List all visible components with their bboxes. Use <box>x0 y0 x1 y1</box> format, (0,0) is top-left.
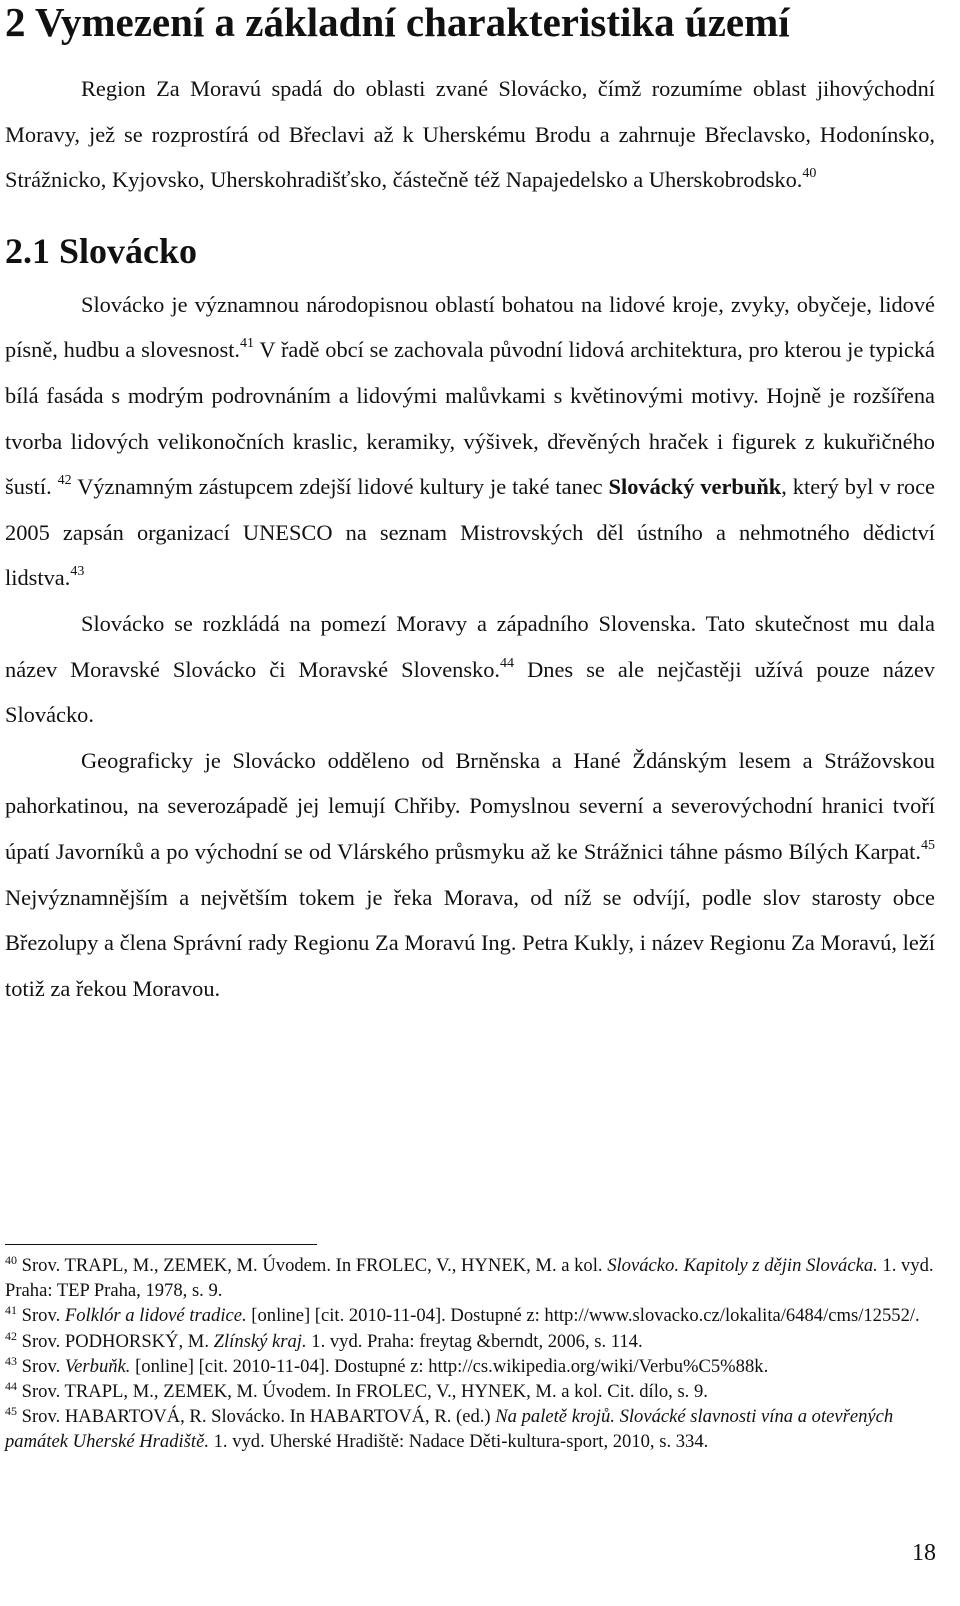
footnote-italic: Verbuňk. <box>64 1355 131 1377</box>
para2-text-a: Slovácko se rozkládá na pomezí Moravy a západního Slovenska. Tato skutečnost mu dala název Moravské Slovácko či Moravské Slovensko. <box>5 610 935 682</box>
footnote-ref-44[interactable]: 44 <box>500 655 515 671</box>
para2-text-b: Dnes se ale nejčastěji užívá pouze název Slovácko. <box>5 656 935 728</box>
footnote-ref-42[interactable]: 42 <box>57 473 72 489</box>
page-number: 18 <box>912 1540 936 1566</box>
footnote-italic: Na paletě krojů. Slovácké slavnosti vína a otevřených památek Uherské Hradiště. <box>5 1406 894 1453</box>
footnote-number: 41 <box>5 1303 17 1318</box>
chapter-title: 2 Vymezení a základní charakteristika území <box>5 0 790 45</box>
section-title: 2.1 Slovácko <box>5 230 198 271</box>
footnote-list <box>5 1253 935 1455</box>
footnote-ref-43[interactable]: 43 <box>70 564 85 580</box>
para1-bold-term: Slovácký verbuňk <box>608 474 782 500</box>
footnote-item <box>5 1354 935 1379</box>
para1-text-a: Slovácko je významnou národopisnou oblastí bohatou na lidové kroje, zvyky, obyčeje, lidové písně, hudbu a slovesnost. <box>5 291 935 363</box>
intro-text: Region Za Moravú spadá do oblasti zvané Slovácko, čímž rozumíme oblast jihovýchodní Moravy, jež se rozprostírá od Břeclavi až k Uherskému Brodu a zahrnuje Břeclavsko, Hodonínsko, Strážnicko, Kyjovsko, Uherskohradišťsko, částečně též Napajedelsko a Uherskobrodsko. <box>5 76 935 193</box>
footnote-number: 45 <box>5 1404 17 1419</box>
para3-text-a: Geograficky je Slovácko odděleno od Brněnska a Hané Ždánským lesem a Strážovskou pahorkatinou, na severozápadě jej lemují Chřiby. Pomyslnou severní a severovýchodní hranici tvoří úpatí Javorníků a po východní se od Vlárského průsmyku až ke Strážnici táhne pásmo Bílých Karpat. <box>5 747 935 864</box>
paragraph-slovacko-name <box>5 601 935 738</box>
footnote-separator <box>5 1244 317 1245</box>
footnote-item <box>5 1379 935 1404</box>
footnote-text: Srov. PODHORSKÝ, M. <box>17 1330 214 1352</box>
paragraph-slovacko-geography <box>5 738 935 1012</box>
footnote-italic: Slovácko. Kapitoly z dějin Slovácka. <box>607 1255 878 1276</box>
footnote-text: Srov. <box>17 1355 65 1377</box>
para1-text-c: Významným zástupcem zdejší lidové kultury je také tanec <box>71 474 609 500</box>
footnote-number: 42 <box>5 1328 17 1343</box>
footnote-text-end: 1. vyd. Praha: freytag &berndt, 2006, s. 114. <box>306 1330 643 1352</box>
page-body <box>5 0 935 1011</box>
para3-text-b: Nejvýznamnějším a největším tokem je řeka Morava, od níž se odvíjí, podle slov starosty obce Březolupy a člena Správní rady Regionu Za Moravú Ing. Petra Kukly, i název Regionu Za Moravú, leží totiž za řekou Moravou. <box>5 884 935 1001</box>
footnote-text: Srov. TRAPL, M., ZEMEK, M. Úvodem. In FROLEC, V., HYNEK, M. a kol. <box>17 1255 608 1276</box>
para1-text-d: , který byl v roce 2005 zapsán organizací UNESCO na seznam Mistrovských děl ústního a nehmotného dědictví lidstva. <box>5 474 935 591</box>
footnotes-section <box>5 1244 935 1455</box>
footnote-italic: Folklór a lidové tradice. <box>64 1305 247 1327</box>
footnote-text: Srov. <box>17 1305 65 1327</box>
footnote-number: 43 <box>5 1353 17 1368</box>
intro-paragraph <box>5 66 935 203</box>
footnote-number: 44 <box>5 1379 17 1394</box>
footnote-ref-40[interactable]: 40 <box>802 166 817 182</box>
footnote-item <box>5 1253 935 1303</box>
footnote-ref-41[interactable]: 41 <box>240 336 255 352</box>
footnote-ref-45[interactable]: 45 <box>921 837 935 853</box>
footnote-item <box>5 1329 935 1354</box>
footnote-text: Srov. TRAPL, M., ZEMEK, M. Úvodem. In FROLEC, V., HYNEK, M. a kol. Cit. dílo, s. 9. <box>17 1381 708 1403</box>
footnote-number: 40 <box>5 1253 17 1267</box>
footnote-text: Srov. HABARTOVÁ, R. Slovácko. In HABARTOVÁ, R. (ed.) <box>17 1406 496 1428</box>
footnote-text-end: 1. vyd. Uherské Hradiště: Nadace Děti-kultura-sport, 2010, s. 334. <box>208 1431 709 1453</box>
footnote-item <box>5 1404 935 1454</box>
para1-text-b: V řadě obcí se zachovala původní lidová architektura, pro kterou je typická bílá fasáda s modrým podrovnáním a lidovými malůvkami s květinovými motivy. Hojně je rozšířena tvorba lidových velikonočních kraslic, keramiky, výšivek, dřevěných hraček i figurek z kukuřičného šustí. <box>5 337 935 500</box>
footnote-item <box>5 1303 935 1328</box>
footnote-text-end: 1. vyd. Praha: TEP Praha, 1978, s. 9. <box>5 1255 934 1302</box>
footnote-text-end[interactable]: [online] [cit. 2010-11-04]. Dostupné z: http://www.slovacko.cz/lokalita/6484/cms/12552/. <box>246 1305 920 1327</box>
footnote-text-end[interactable]: [online] [cit. 2010-11-04]. Dostupné z: http://cs.wikipedia.org/wiki/Verbu%C5%88k. <box>130 1355 769 1377</box>
paragraph-slovacko-culture <box>5 282 935 601</box>
footnote-italic: Zlínský kraj. <box>213 1330 307 1352</box>
